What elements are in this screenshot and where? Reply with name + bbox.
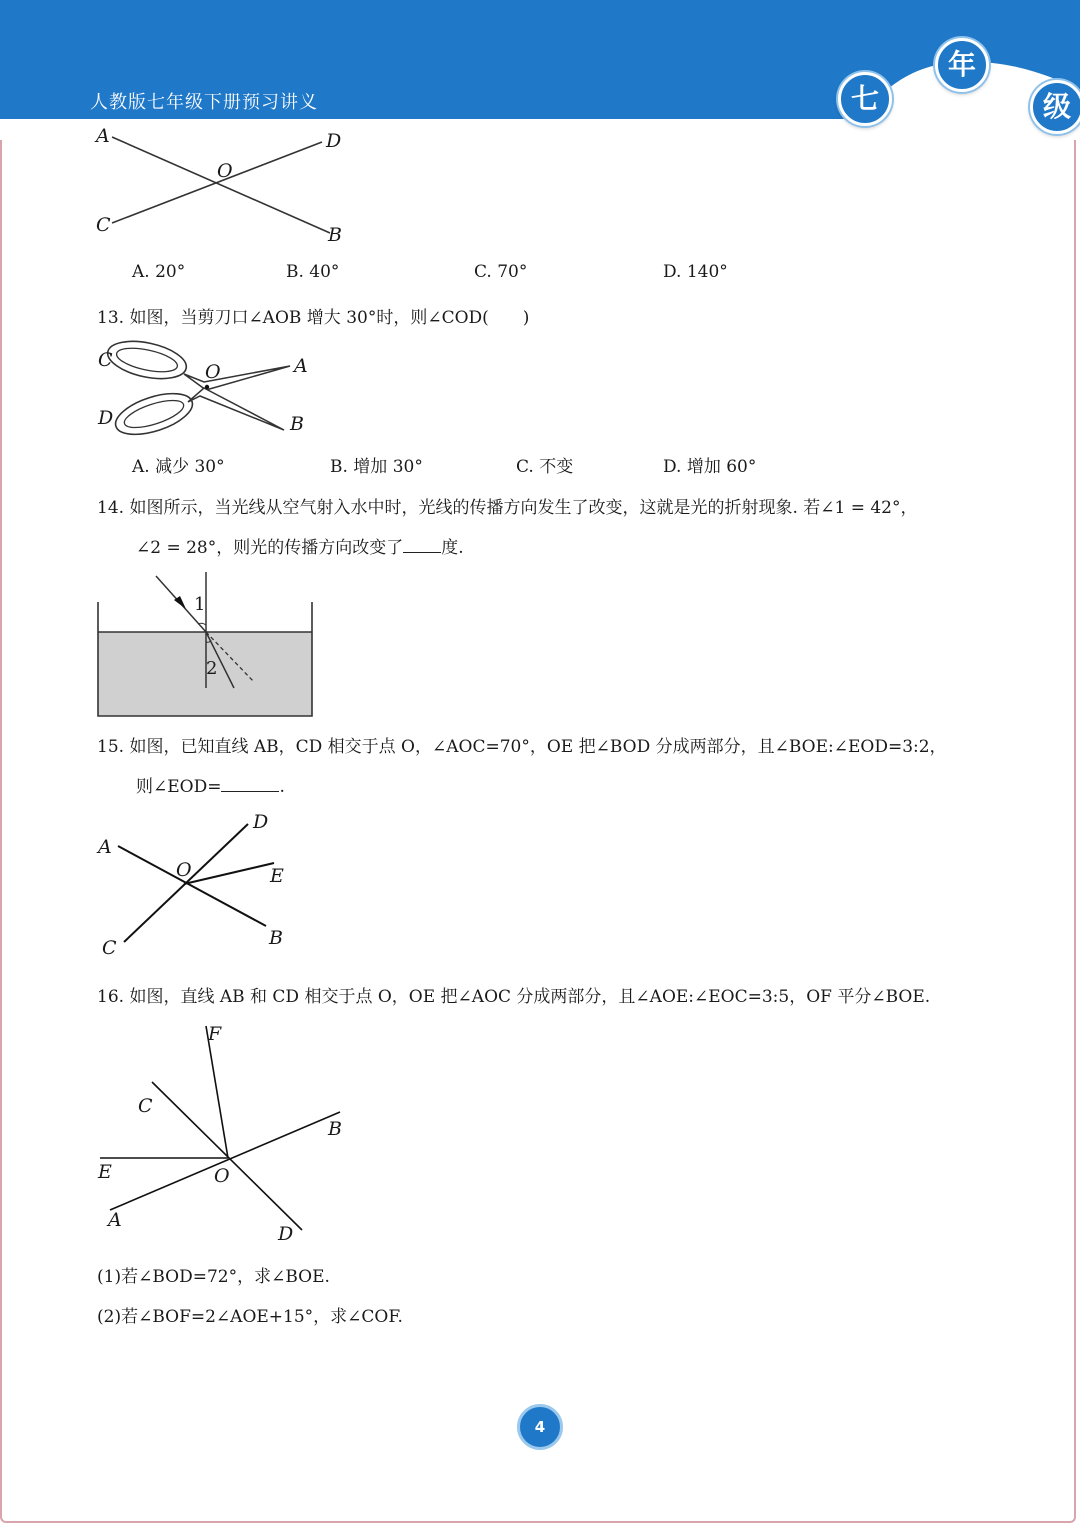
q15-label-b: B (269, 927, 283, 949)
q14-label-angle1: 1 (194, 594, 206, 615)
q15-label-c: C (102, 937, 117, 959)
q15-label-a: A (98, 836, 112, 858)
q14-stem-line2-text: ∠2 = 28°，则光的传播方向改变了 (136, 538, 404, 558)
q13-choice-a[interactable]: A. 减少 30° (132, 457, 225, 477)
q16-label-o: O (214, 1165, 230, 1187)
q12-choice-c[interactable]: C. 70° (474, 262, 528, 282)
q15-stem-line2-text: 则∠EOD= (136, 777, 222, 797)
badge-ji: 级 (1030, 80, 1080, 134)
q13-label-c: C (98, 349, 113, 371)
q14-stem-line1: 14. 如图所示，当光线从空气射入水中时，光线的传播方向发生了改变，这就是光的折射现象. 若∠1 = 42°， (97, 498, 918, 518)
q13-choice-c[interactable]: C. 不变 (516, 457, 574, 477)
q16-stem: 16. 如图，直线 AB 和 CD 相交于点 O，OE 把∠AOC 分成两部分，且∠AOE:∠EOC=3:5，OF 平分∠BOE. (97, 987, 931, 1007)
badge-qi: 七 (838, 72, 892, 126)
q14-stem-line2 (136, 533, 464, 558)
q13-label-a: A (294, 355, 308, 377)
q12-label-d: D (326, 130, 342, 152)
q13-label-b: B (290, 413, 304, 435)
q12-figure (90, 125, 350, 250)
q13-scissors-figure (92, 338, 322, 443)
q15-label-d: D (253, 811, 269, 833)
page-number: 4 (517, 1404, 563, 1450)
q12-label-c: C (96, 214, 111, 236)
q16-part2: (2)若∠BOF=2∠AOE+15°，求∠COF. (97, 1307, 403, 1327)
q15-answer-blank[interactable] (221, 775, 279, 792)
q15-label-o: O (176, 859, 192, 881)
q15-stem-line1: 15. 如图，已知直线 AB，CD 相交于点 O，∠AOC=70°，OE 把∠BOD 分成两部分，且∠BOE:∠EOD=3:2， (97, 737, 947, 757)
q15-stem-line2 (136, 772, 285, 797)
q14-answer-blank[interactable] (403, 536, 441, 553)
q13-choice-d[interactable]: D. 增加 60° (663, 457, 757, 477)
q16-figure (96, 1020, 356, 1250)
q12-label-a: A (96, 125, 110, 147)
q15-figure (96, 808, 306, 958)
q13-label-o: O (205, 361, 221, 383)
q15-stem-line2-end: . (279, 777, 285, 797)
q16-label-d: D (278, 1223, 294, 1245)
badge-nian: 年 (935, 38, 989, 92)
q16-label-c: C (138, 1095, 153, 1117)
q13-choice-b[interactable]: B. 增加 30° (330, 457, 423, 477)
q13-label-d: D (98, 407, 114, 429)
q12-label-o: O (217, 160, 233, 182)
q14-label-angle2: 2 (206, 658, 218, 679)
q14-stem-line2-end: 度. (441, 538, 464, 558)
q14-water (98, 632, 312, 716)
q16-label-f: F (208, 1023, 222, 1045)
q12-choice-b[interactable]: B. 40° (286, 262, 340, 282)
q12-choice-d[interactable]: D. 140° (663, 262, 728, 282)
q16-label-a: A (108, 1209, 122, 1231)
q13-stem: 13. 如图，当剪刀口∠AOB 增大 30°时，则∠COD( ) (97, 308, 530, 328)
q12-choice-a[interactable]: A. 20° (132, 262, 186, 282)
header-banner (0, 0, 1080, 140)
q16-label-b: B (328, 1118, 342, 1140)
q12-label-b: B (328, 224, 342, 246)
q15-label-e: E (270, 865, 284, 887)
header-title: 人教版七年级下册预习讲义 (90, 92, 318, 113)
q16-part1: (1)若∠BOD=72°，求∠BOE. (97, 1267, 330, 1287)
q14-refraction-figure (96, 570, 318, 720)
q16-label-e: E (98, 1161, 112, 1183)
